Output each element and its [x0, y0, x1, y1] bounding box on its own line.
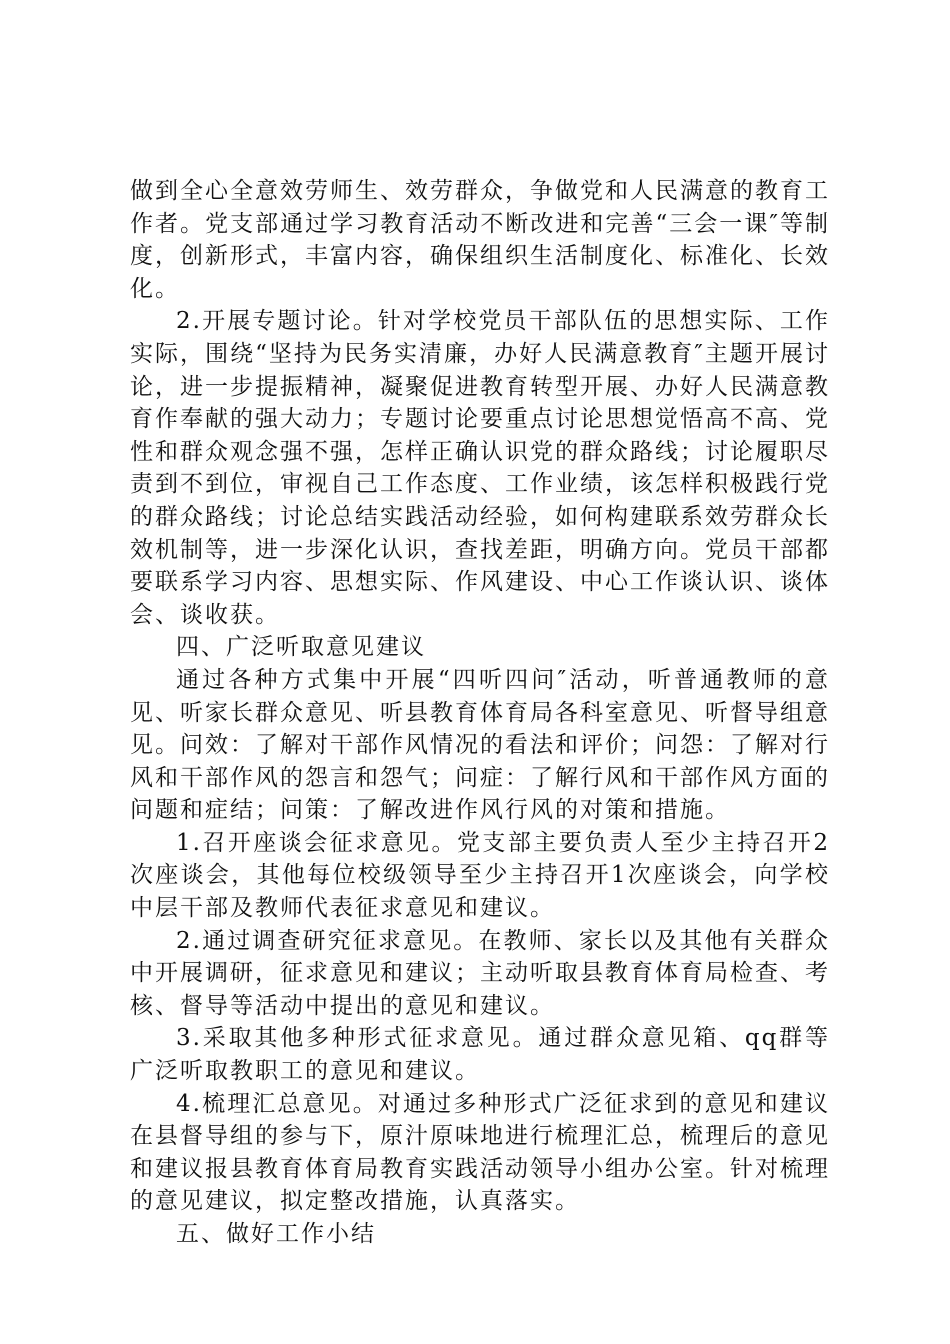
paragraph-item-3: 3.采取其他多种形式征求意见。通过群众意见箱、qq群等广泛听取教职工的意见和建议。: [130, 1025, 830, 1085]
paragraph-item-1: 1.召开座谈会征求意见。党支部主要负责人至少主持召开2次座谈会，其他每位校级领导至少主持召开1次座谈会，向学校中层干部及教师代表征求意见和建议。: [130, 829, 830, 922]
section-heading-4: 四、广泛听取意见建议: [176, 634, 426, 661]
section-heading-5: 五、做好工作小结: [176, 1221, 376, 1247]
paragraph-item-4: 4.梳理汇总意见。对通过多种形式广泛征求到的意见和建议在县督导组的参与下，原汁原味地进行梳理汇总，梳理后的意见和建议报县教育体育局教育实践活动领导小组办公室。针对梳理的意见建议，拟定整改措施，认真落实。: [130, 1090, 830, 1215]
document-body: [130, 175, 830, 1251]
paragraph-topic-discussion: 2.开展专题讨论。针对学校党员干部队伍的思想实际、工作实际，围绕“坚持为民务实清廉，办好人民满意教育″主题开展讨论，进一步提振精神，凝聚促进教育转型开展、办好人民满意教育作奉献的强大动力；专题讨论要重点讨论思想觉悟高不高、党性和群众观念强不强，怎样正确认识党的群众路线；讨论履职尽责到不到位，审视自己工作态度、工作业绩，该怎样积极践行党的群众路线；讨论总结实践活动经验，如何构建联系效劳群众长效机制等，进一步深化认识，查找差距，明确方向。党员干部都要联系学习内容、思想实际、作风建设、中心工作谈认识、谈体会、谈收获。: [130, 308, 830, 628]
paragraph-four-listen-four-ask: 通过各种方式集中开展“四听四问″活动，听普通教师的意见、听家长群众意见、听县教育体育局各科室意见、听督导组意见。问效：了解对干部作风情况的看法和评价；问怨：了解对行风和干部作风的怨言和怨气；问症：了解行风和干部作风方面的问题和症结；问策：了解改进作风行风的对策和措施。: [130, 666, 830, 824]
paragraph-continuation: 做到全心全意效劳师生、效劳群众，争做党和人民满意的教育工作者。党支部通过学习教育活动不断改进和完善“三会一课″等制度，创新形式，丰富内容，确保组织生活制度化、标准化、长效化。: [130, 178, 830, 302]
paragraph-item-2: 2.通过调查研究征求意见。在教师、家长以及其他有关群众中开展调研，征求意见和建议；主动听取县教育体育局检查、考核、督导等活动中提出的意见和建议。: [130, 927, 830, 1019]
